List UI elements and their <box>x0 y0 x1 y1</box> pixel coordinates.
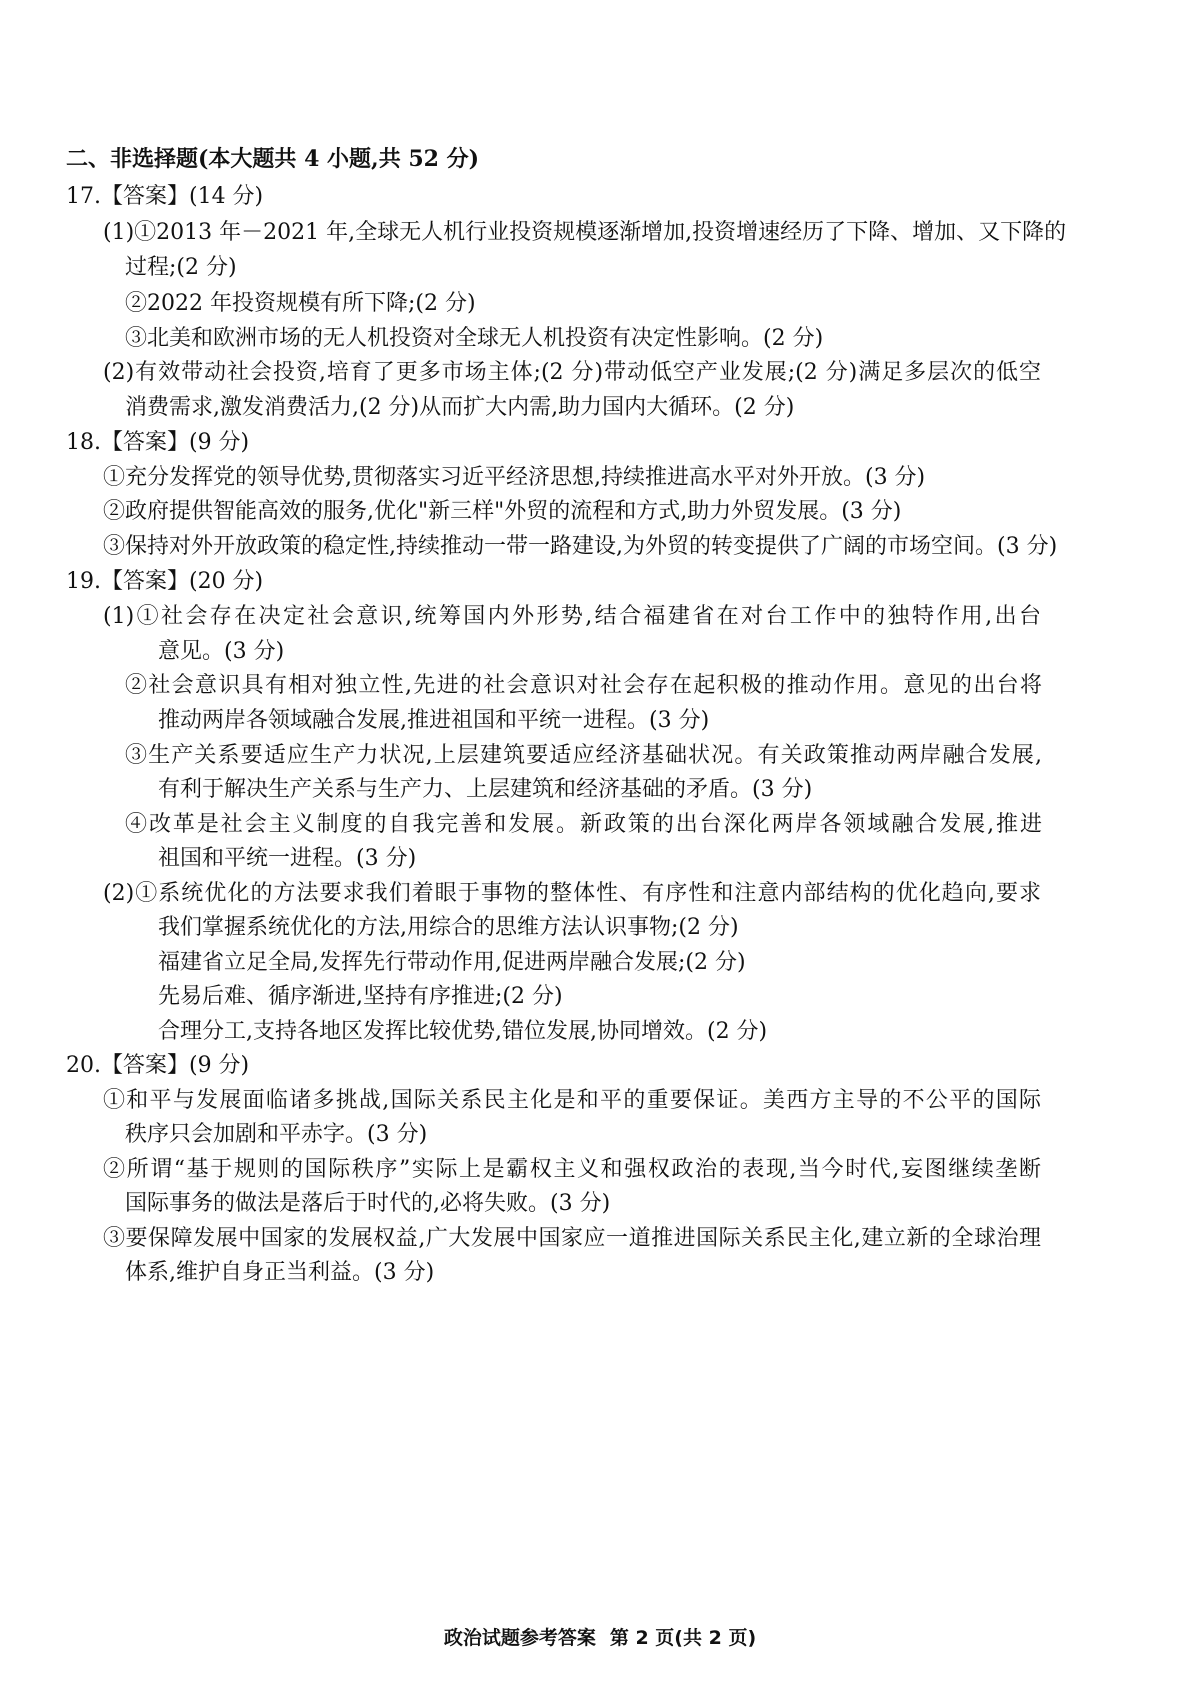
q18-line1: ①充分发挥党的领导优势,贯彻落实习近平经济思想,持续推进高水平对外开放。(3 分) <box>103 465 926 490</box>
q19-p2-line2: 我们掌握系统优化的方法,用综合的思维方法认识事物;(2 分) <box>158 915 739 940</box>
q20-line3: ②所谓“基于规则的国际秩序”实际上是霸权主义和强权政治的表现,当今时代,妄图继续垄断 <box>103 1157 1041 1182</box>
q18-line2: ②政府提供智能高效的服务,优化"新三样"外贸的流程和方式,助力外贸发展。(3 分) <box>103 499 902 524</box>
q19-p2-line5: 合理分工,支持各地区发挥比较优势,错位发展,协同增效。(2 分) <box>158 1019 768 1044</box>
page-footer <box>0 1625 1200 1651</box>
q19-p1-line8: 祖国和平统一进程。(3 分) <box>158 846 417 871</box>
q17-p2-line2: 消费需求,激发消费活力,(2 分)从而扩大内需,助力国内大循环。(2 分) <box>125 395 795 420</box>
q20-line6: 体系,维护自身正当利益。(3 分) <box>125 1260 435 1285</box>
q20-line1: ①和平与发展面临诸多挑战,国际关系民主化是和平的重要保证。美西方主导的不公平的国际 <box>103 1088 1041 1113</box>
q19-p1-line4: 推动两岸各领域融合发展,推进祖国和平统一进程。(3 分) <box>158 708 710 733</box>
q19-p1-line2: 意见。(3 分) <box>158 639 285 664</box>
q17-p1-line2: 过程;(2 分) <box>125 255 237 280</box>
q19-p1-line6: 有利于解决生产关系与生产力、上层建筑和经济基础的矛盾。(3 分) <box>158 777 813 802</box>
q20-header: 20.【答案】(9 分) <box>66 1053 250 1078</box>
q19-p2-line3: 福建省立足全局,发挥先行带动作用,促进两岸融合发展;(2 分) <box>158 950 746 975</box>
q19-p1-line1: (1)①社会存在决定社会意识,统筹国内外形势,结合福建省在对台工作中的独特作用,出台 <box>103 604 1041 629</box>
footer-title: 政治试题参考答案 <box>443 1627 596 1649</box>
q17-p1-line3: ②2022 年投资规模有所下降;(2 分) <box>125 291 476 316</box>
q17-p2-line1: (2)有效带动社会投资,培育了更多市场主体;(2 分)带动低空产业发展;(2 分)满足多层次的低空 <box>103 360 1041 385</box>
q19-header: 19.【答案】(20 分) <box>66 569 264 594</box>
q17-header: 17.【答案】(14 分) <box>66 184 264 209</box>
q17-p1-line1: (1)①2013 年－2021 年,全球无人机行业投资规模逐渐增加,投资增速经历了下降、增加、又下降的 <box>103 220 1067 245</box>
section-title: 二、非选择题(本大题共 4 小题,共 52 分) <box>66 146 480 172</box>
q20-line2: 秩序只会加剧和平赤字。(3 分) <box>125 1122 428 1147</box>
q18-header: 18.【答案】(9 分) <box>66 430 250 455</box>
q18-line3: ③保持对外开放政策的稳定性,持续推动一带一路建设,为外贸的转变提供了广阔的市场空间。(3 分) <box>103 534 1058 559</box>
q19-p1-line5: ③生产关系要适应生产力状况,上层建筑要适应经济基础状况。有关政策推动两岸融合发展, <box>125 743 1042 768</box>
q19-p1-line7: ④改革是社会主义制度的自我完善和发展。新政策的出台深化两岸各领域融合发展,推进 <box>125 812 1042 837</box>
q20-line5: ③要保障发展中国家的发展权益,广大发展中国家应一道推进国际关系民主化,建立新的全球治理 <box>103 1226 1041 1251</box>
q20-line4: 国际事务的做法是落后于时代的,必将失败。(3 分) <box>125 1191 611 1216</box>
q19-p2-line1: (2)①系统优化的方法要求我们着眼于事物的整体性、有序性和注意内部结构的优化趋向,要求 <box>103 881 1041 906</box>
q17-p1-line4: ③北美和欧洲市场的无人机投资对全球无人机投资有决定性影响。(2 分) <box>125 326 824 351</box>
footer-page-number: 第 2 页(共 2 页) <box>609 1627 757 1649</box>
q19-p1-line3: ②社会意识具有相对独立性,先进的社会意识对社会存在起积极的推动作用。意见的出台将 <box>125 673 1042 698</box>
q19-p2-line4: 先易后难、循序渐进,坚持有序推进;(2 分) <box>158 984 563 1009</box>
